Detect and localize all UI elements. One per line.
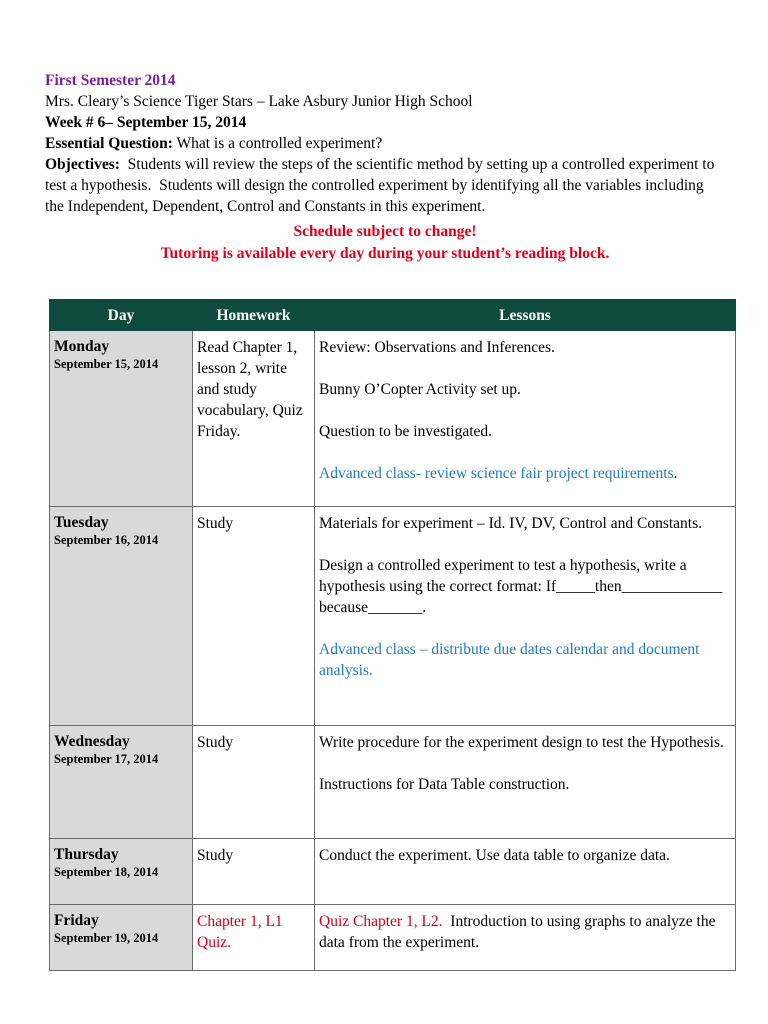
col-lessons: Lessons xyxy=(315,300,736,331)
table-row xyxy=(50,726,736,839)
table-header-row xyxy=(50,300,736,331)
day-cell xyxy=(50,507,193,726)
homework-cell: Chapter 1, L1 Quiz. xyxy=(193,905,315,971)
advanced-class-note: Advanced class- review science fair project requirements xyxy=(319,465,674,482)
week-line: Week # 6– September 15, 2014 xyxy=(45,114,247,131)
notice-tutoring: Tutoring is available every day during your student’s reading block. xyxy=(160,245,610,262)
lesson-item: Question to be investigated. xyxy=(319,423,493,440)
day-name: Monday xyxy=(54,338,110,355)
notice-change: Schedule subject to change! xyxy=(293,223,477,240)
objectives-label: Objectives: xyxy=(45,156,120,173)
lesson-item: Materials for experiment – Id. IV, DV, Control and Constants. xyxy=(319,515,702,532)
homework-cell: Study xyxy=(193,839,315,905)
homework-cell: Study xyxy=(193,726,315,839)
objectives-text: Students will review the steps of the scientific method by setting up a controlled experiment to test a hypothesis. Students will design the controlled experiment by identifying all the variables including the Independent, Dependent, Control and Constants in this experiment. xyxy=(45,156,719,215)
lesson-item: Conduct the experiment. Use data table to organize data. xyxy=(319,847,670,864)
day-date: September 17, 2014 xyxy=(54,752,159,766)
lessons-cell xyxy=(315,726,736,839)
lessons-cell xyxy=(315,331,736,507)
eq-label: Essential Question: xyxy=(45,135,173,152)
lessons-cell xyxy=(315,905,736,971)
day-date: September 15, 2014 xyxy=(54,357,159,371)
day-name: Tuesday xyxy=(54,514,109,531)
document-header xyxy=(45,70,725,265)
lesson-item xyxy=(319,463,731,484)
eq-text: What is a controlled experiment? xyxy=(172,135,383,152)
day-date: September 19, 2014 xyxy=(54,931,159,945)
lesson-punct: . xyxy=(673,465,678,482)
lessons-cell xyxy=(315,507,736,726)
table-row xyxy=(50,331,736,507)
teacher-line: Mrs. Cleary’s Science Tiger Stars – Lake Asbury Junior High School xyxy=(45,93,473,110)
day-date: September 16, 2014 xyxy=(54,533,159,547)
day-cell xyxy=(50,331,193,507)
advanced-class-note: Advanced class – distribute due dates calendar and document analysis. xyxy=(319,641,700,679)
table-row xyxy=(50,839,736,905)
col-homework: Homework xyxy=(193,300,315,331)
schedule-notice xyxy=(45,221,725,265)
day-date: September 18, 2014 xyxy=(54,865,159,879)
day-name: Thursday xyxy=(54,846,119,863)
lesson-text: Introduction to using graphs to analyze the data from the experiment. xyxy=(319,913,720,951)
objectives xyxy=(45,154,725,217)
quiz-note: Quiz Chapter 1, L2. xyxy=(319,913,443,930)
lesson-item: Instructions for Data Table construction. xyxy=(319,776,570,793)
lessons-cell xyxy=(315,839,736,905)
lesson-item: Bunny O’Copter Activity set up. xyxy=(319,381,521,398)
day-cell xyxy=(50,726,193,839)
table-row xyxy=(50,905,736,971)
homework-cell: Study xyxy=(193,507,315,726)
essential-question xyxy=(45,133,725,154)
schedule-table xyxy=(49,299,736,971)
lesson-item xyxy=(319,911,731,953)
day-name: Wednesday xyxy=(54,733,130,750)
lesson-item: Write procedure for the experiment design to test the Hypothesis. xyxy=(319,734,724,751)
day-name: Friday xyxy=(54,912,99,929)
semester-title: First Semester 2014 xyxy=(45,72,176,89)
homework-cell: Read Chapter 1, lesson 2, write and study vocabulary, Quiz Friday. xyxy=(193,331,315,507)
day-cell xyxy=(50,839,193,905)
table-row xyxy=(50,507,736,726)
col-day: Day xyxy=(50,300,193,331)
day-cell xyxy=(50,905,193,971)
lesson-item: Design a controlled experiment to test a hypothesis, write a hypothesis using the correct format: If_____then_____________ because_______. xyxy=(319,557,723,616)
lesson-item: Review: Observations and Inferences. xyxy=(319,339,555,356)
